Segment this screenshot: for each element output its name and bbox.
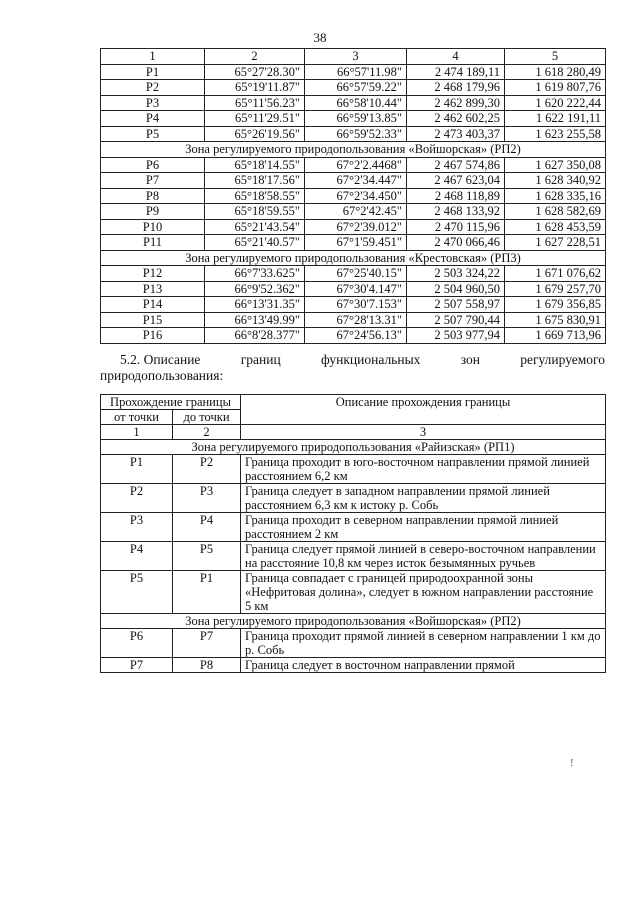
coordinates-header-cell: 1 [101,49,205,65]
heading-word: регулируемого [520,352,605,367]
coordinates-table [100,48,606,344]
point-id: P11 [101,235,205,251]
coord-y: 1 679 257,70 [505,281,606,297]
page-number: 38 [313,30,327,45]
boundary-description: Граница следует прямой линией в северо-восточном направлении на расстояние 10,8 км через исток безымянных ручьев [241,542,606,571]
point-id: P6 [101,157,205,173]
coord-y: 1 679 356,85 [505,297,606,313]
to-point: P7 [173,629,241,658]
longitude: 67°25'40.15" [305,266,407,282]
point-id: P3 [101,95,205,111]
coordinates-header-cell: 2 [205,49,305,65]
point-id: P7 [101,173,205,189]
table-row [101,235,606,251]
heading-word: 5.2. Описание [120,352,201,367]
latitude: 66°13'31.35" [205,297,305,313]
to-point: P4 [173,513,241,542]
coord-x: 2 470 115,96 [407,219,505,235]
from-point: P1 [101,455,173,484]
point-id: P8 [101,188,205,204]
header-passage: Прохождение границы [101,395,241,410]
point-id: P2 [101,80,205,96]
longitude: 67°2'34.450" [305,188,407,204]
table-row [101,328,606,344]
col-number: 2 [173,425,241,440]
to-point: P1 [173,571,241,614]
to-point: P3 [173,484,241,513]
coord-y: 1 628 453,59 [505,219,606,235]
zone-title: Зона регулируемого природопользования «Крестовская» (РП3) [101,250,606,266]
latitude: 66°7'33.625" [205,266,305,282]
point-id: P15 [101,312,205,328]
zone-title: Зона регулируемого природопользования «Райизская» (РП1) [101,440,606,455]
table-row [101,312,606,328]
section-heading [100,352,605,384]
coord-y: 1 628 340,92 [505,173,606,189]
table-row [101,455,606,484]
heading-word: границ [240,352,281,367]
latitude: 65°19'11.87" [205,80,305,96]
table-row [101,266,606,282]
coordinates-header-cell: 5 [505,49,606,65]
latitude: 65°11'56.23" [205,95,305,111]
zone-title: Зона регулируемого природопользования «Войшорская» (РП2) [101,614,606,629]
coord-x: 2 474 189,11 [407,64,505,80]
coord-y: 1 623 255,58 [505,126,606,142]
boundary-description: Граница проходит в северном направлении прямой линией расстоянием 2 км [241,513,606,542]
zone-row [101,614,606,629]
longitude: 67°28'13.31" [305,312,407,328]
table-row [101,80,606,96]
latitude: 66°8'28.377" [205,328,305,344]
coord-x: 2 503 324,22 [407,266,505,282]
point-id: P4 [101,111,205,127]
table-row [101,111,606,127]
point-id: P13 [101,281,205,297]
coord-y: 1 622 191,11 [505,111,606,127]
table-row [101,484,606,513]
table-row [101,629,606,658]
boundary-description: Граница проходит прямой линией в северном направлении 1 км до р. Собь [241,629,606,658]
point-id: P9 [101,204,205,220]
point-id: P1 [101,64,205,80]
table-row [101,513,606,542]
table-row [101,188,606,204]
coord-x: 2 462 899,30 [407,95,505,111]
coord-x: 2 462 602,25 [407,111,505,127]
boundary-description: Граница совпадает с границей природоохранной зоны «Нефритовая долина», следует в южном направлении расстояние 5 км [241,571,606,614]
coord-y: 1 671 076,62 [505,266,606,282]
coord-x: 2 467 623,04 [407,173,505,189]
from-point: P2 [101,484,173,513]
latitude: 66°9'52.362" [205,281,305,297]
coord-y: 1 675 830,91 [505,312,606,328]
latitude: 65°21'40.57" [205,235,305,251]
zone-row [101,440,606,455]
col-number: 1 [101,425,173,440]
latitude: 65°27'28.30" [205,64,305,80]
longitude: 66°59'13.85" [305,111,407,127]
coord-x: 2 468 118,89 [407,188,505,204]
longitude: 67°2'34.447" [305,173,407,189]
table-row [101,95,606,111]
table-row [101,64,606,80]
header-from-point: от точки [101,410,173,425]
coord-x: 2 468 133,92 [407,204,505,220]
zone-row [101,142,606,158]
from-point: P3 [101,513,173,542]
from-point: P7 [101,658,173,673]
zone-title: Зона регулируемого природопользования «Войшорская» (РП2) [101,142,606,158]
from-point: P6 [101,629,173,658]
coord-y: 1 627 350,08 [505,157,606,173]
boundary-description-table [100,394,606,673]
coord-x: 2 507 790,44 [407,312,505,328]
coord-x: 2 473 403,37 [407,126,505,142]
latitude: 65°21'43.54" [205,219,305,235]
point-id: P16 [101,328,205,344]
point-id: P12 [101,266,205,282]
boundary-description: Граница следует в восточном направлении прямой [241,658,606,673]
longitude: 67°2'2.4468" [305,157,407,173]
longitude: 67°30'4.147" [305,281,407,297]
point-id: P10 [101,219,205,235]
coord-y: 1 628 335,16 [505,188,606,204]
latitude: 66°13'49.99" [205,312,305,328]
coordinates-header-row [101,49,606,65]
heading-word: зон [460,352,480,367]
coordinates-header-cell: 3 [305,49,407,65]
point-id: P5 [101,126,205,142]
latitude: 65°26'19.56" [205,126,305,142]
coord-y: 1 618 280,49 [505,64,606,80]
from-point: P5 [101,571,173,614]
coord-y: 1 669 713,96 [505,328,606,344]
latitude: 65°18'17.56" [205,173,305,189]
boundary-description: Граница проходит в юго-восточном направлении прямой линией расстоянием 6,2 км [241,455,606,484]
header-to-point: до точки [173,410,241,425]
latitude: 65°11'29.51" [205,111,305,127]
heading-word: функциональных [320,352,421,367]
longitude: 66°58'10.44" [305,95,407,111]
longitude: 66°57'11.98" [305,64,407,80]
to-point: P8 [173,658,241,673]
table-row [101,281,606,297]
coord-y: 1 627 228,51 [505,235,606,251]
header-description: Описание прохождения границы [241,395,606,425]
longitude: 67°24'56.13" [305,328,407,344]
col-number: 3 [241,425,606,440]
coord-x: 2 503 977,94 [407,328,505,344]
table-row [101,658,606,673]
latitude: 65°18'14.55" [205,157,305,173]
latitude: 65°18'59.55" [205,204,305,220]
zone-row [101,250,606,266]
table-row [101,157,606,173]
table-row [101,542,606,571]
longitude: 67°1'59.451" [305,235,407,251]
coordinates-header-cell: 4 [407,49,505,65]
table-row [101,173,606,189]
table-row [101,126,606,142]
boundary-description: Граница следует в западном направлении прямой линией расстоянием 6,3 км к истоку р. Собь [241,484,606,513]
coord-y: 1 628 582,69 [505,204,606,220]
section-heading-line2: природопользования: [100,368,224,383]
latitude: 65°18'58.55" [205,188,305,204]
to-point: P2 [173,455,241,484]
longitude: 67°2'39.012" [305,219,407,235]
coord-x: 2 467 574,86 [407,157,505,173]
table-row [101,297,606,313]
table-row [101,219,606,235]
coord-x: 2 468 179,96 [407,80,505,96]
longitude: 66°59'52.33" [305,126,407,142]
to-point: P5 [173,542,241,571]
table-row [101,204,606,220]
coord-x: 2 470 066,46 [407,235,505,251]
from-point: P4 [101,542,173,571]
margin-mark: ! [570,757,574,769]
coord-y: 1 620 222,44 [505,95,606,111]
coord-x: 2 507 558,97 [407,297,505,313]
longitude: 66°57'59.22" [305,80,407,96]
point-id: P14 [101,297,205,313]
coord-x: 2 504 960,50 [407,281,505,297]
longitude: 67°30'7.153" [305,297,407,313]
table-row [101,571,606,614]
coord-y: 1 619 807,76 [505,80,606,96]
longitude: 67°2'42.45" [305,204,407,220]
section-heading-line1 [120,352,605,368]
